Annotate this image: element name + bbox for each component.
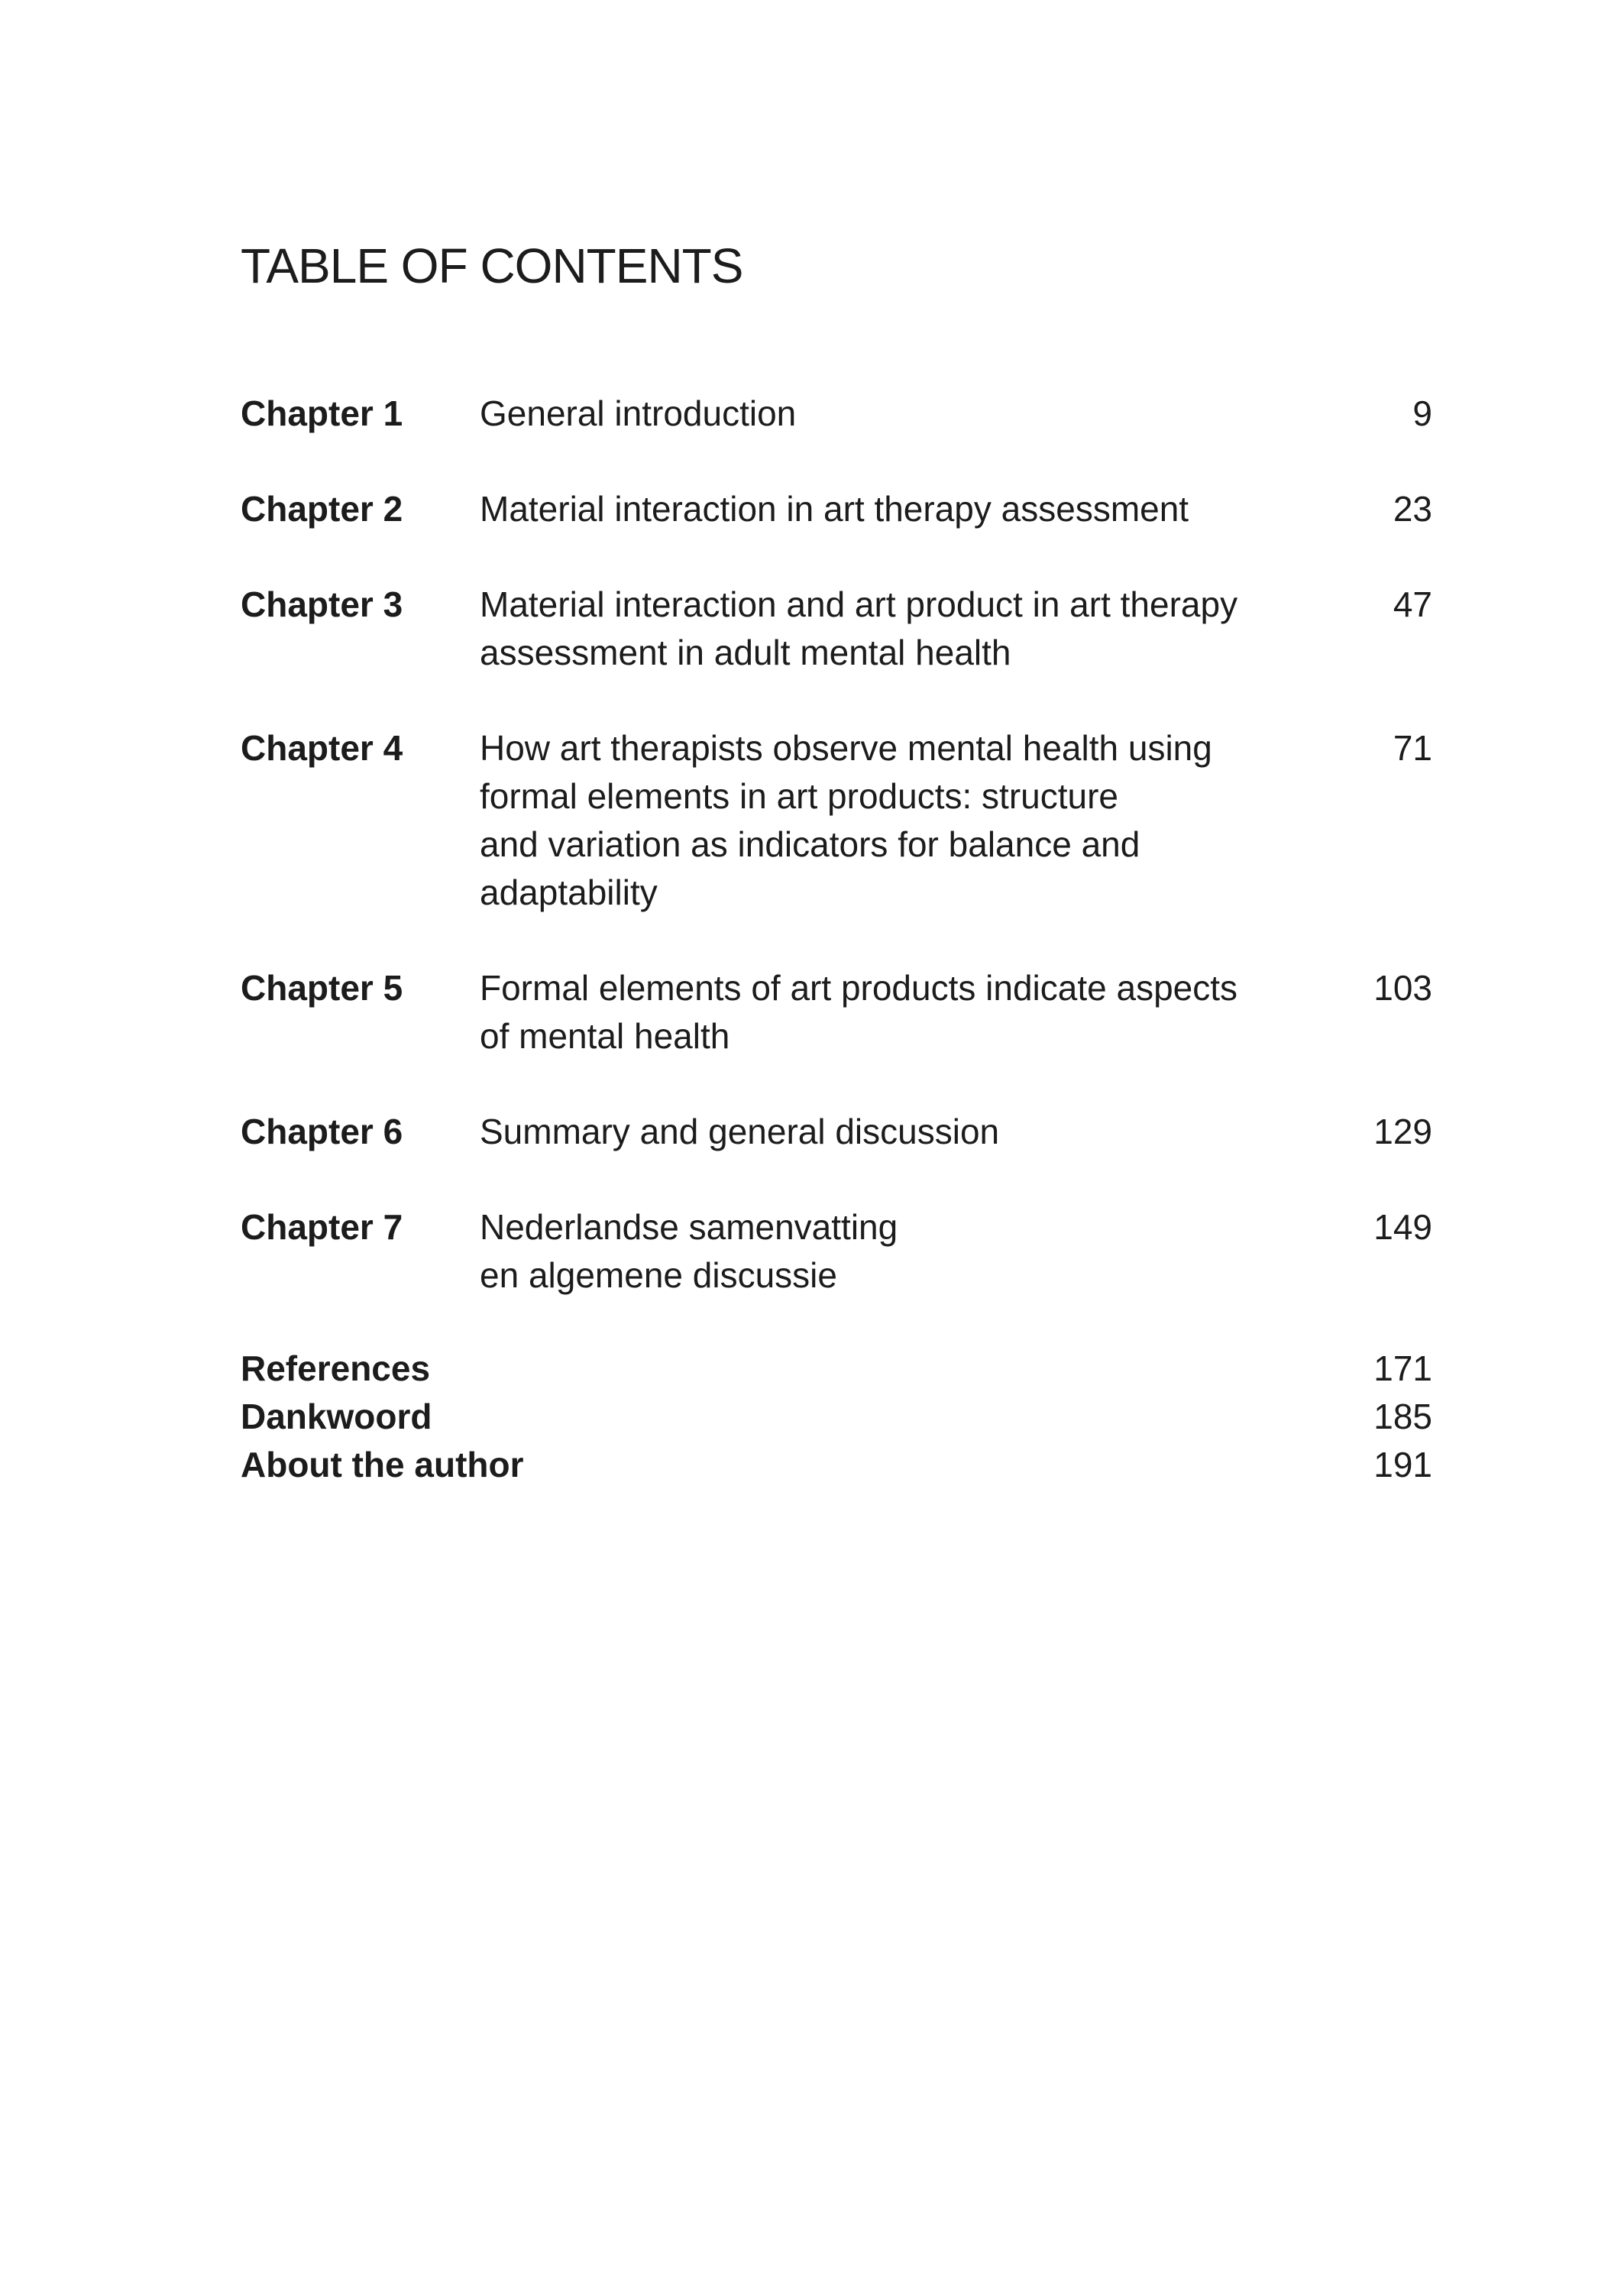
chapter-title: Summary and general discussion	[480, 1112, 1000, 1151]
entry-label: References	[241, 1348, 431, 1388]
page-number: 9	[1412, 393, 1432, 433]
chapter-title: General introduction	[480, 393, 797, 433]
page-number: 103	[1373, 968, 1432, 1008]
page-number: 149	[1373, 1207, 1432, 1247]
chapter-list	[241, 390, 1432, 1347]
page-title: TABLE OF CONTENTS	[241, 238, 743, 293]
toc-entry-chapter-7[interactable]	[241, 1203, 1432, 1300]
document-page	[241, 0, 1432, 2292]
toc-entry-chapter-4[interactable]	[241, 724, 1432, 917]
page-number: 185	[1373, 1397, 1432, 1436]
chapter-label: Chapter 5	[241, 968, 403, 1008]
toc-entry-about-the-author[interactable]	[241, 1441, 1432, 1489]
chapter-label: Chapter 1	[241, 393, 403, 433]
chapter-title: Formal elements of art products indicate aspects of mental health	[480, 968, 1238, 1056]
page-number: 129	[1373, 1112, 1432, 1151]
chapter-label: Chapter 3	[241, 584, 403, 624]
toc-entry-chapter-6[interactable]	[241, 1108, 1432, 1156]
toc-entry-chapter-1[interactable]	[241, 390, 1432, 438]
chapter-title: Material interaction in art therapy assessment	[480, 489, 1189, 529]
page-number: 71	[1393, 728, 1432, 768]
back-matter-list	[241, 1345, 1432, 1489]
toc-entry-chapter-3[interactable]	[241, 581, 1432, 677]
toc-entry-chapter-5[interactable]	[241, 964, 1432, 1060]
chapter-title: How art therapists observe mental health using formal elements in art products: structure and variation as indicators for balance and adaptability	[480, 728, 1212, 912]
toc-entry-dankwoord[interactable]	[241, 1393, 1432, 1441]
toc-entry-chapter-2[interactable]	[241, 485, 1432, 533]
page-number: 171	[1373, 1348, 1432, 1388]
entry-label: Dankwoord	[241, 1397, 432, 1436]
chapter-title: Material interaction and art product in art therapy assessment in adult mental health	[480, 584, 1238, 672]
entry-label: About the author	[241, 1445, 524, 1484]
chapter-label: Chapter 7	[241, 1207, 403, 1247]
page-number: 47	[1393, 584, 1432, 624]
chapter-label: Chapter 2	[241, 489, 403, 529]
page-number: 191	[1373, 1445, 1432, 1484]
chapter-label: Chapter 4	[241, 728, 403, 768]
chapter-title: Nederlandse samenvatting en algemene discussie	[480, 1207, 898, 1295]
chapter-label: Chapter 6	[241, 1112, 403, 1151]
page-number: 23	[1393, 489, 1432, 529]
toc-entry-references[interactable]	[241, 1345, 1432, 1393]
